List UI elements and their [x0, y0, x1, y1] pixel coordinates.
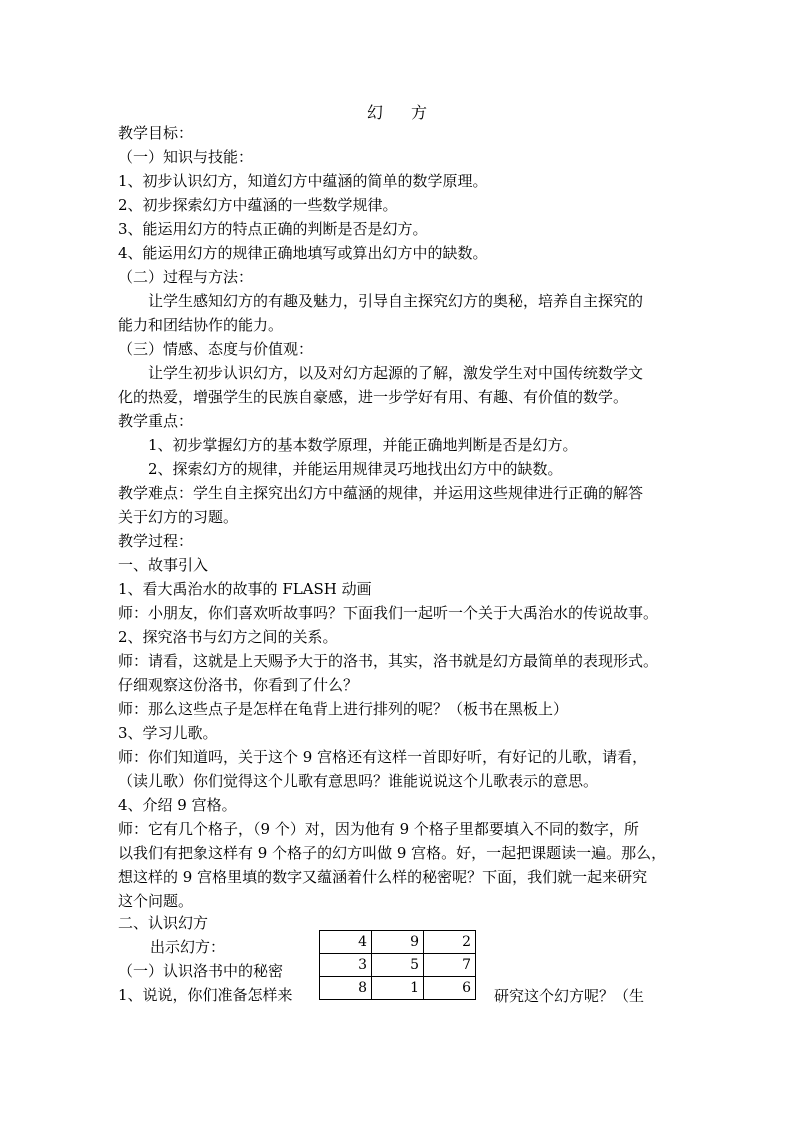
table-cell: 6	[424, 977, 476, 1000]
paragraph: （二）过程与方法：	[118, 268, 254, 286]
paragraph: 4、介绍 9 宫格。	[118, 796, 237, 814]
paragraph: 师：它有几个格子，（9 个）对，因为他有 9 个格子里都要填入不同的数字，所	[118, 820, 639, 838]
paragraph: 2、探究洛书与幻方之间的关系。	[118, 628, 338, 646]
paragraph: 出示幻方：	[150, 938, 226, 956]
table-row	[320, 954, 476, 977]
paragraph: 2、探索幻方的规律，并能运用规律灵巧地找出幻方中的缺数。	[148, 460, 563, 478]
paragraph: 2、初步探索幻方中蕴涵的一些数学规律。	[118, 196, 398, 214]
table-row	[320, 977, 476, 1000]
paragraph: 3、能运用幻方的特点正确的判断是否是幻方。	[118, 220, 428, 238]
paragraph: 教学重点：	[118, 412, 194, 430]
paragraph: 师：请看，这就是上天赐予大于的洛书，其实，洛书就是幻方最简单的表现形式。	[118, 652, 659, 670]
paragraph: 3、学习儿歌。	[118, 724, 218, 742]
paragraph: 1、初步认识幻方，知道幻方中蕴涵的简单的数学原理。	[118, 172, 488, 190]
page-title	[0, 100, 794, 123]
paragraph: 1、看大禹治水的故事的 FLASH 动画	[118, 580, 372, 598]
paragraph: 教学目标：	[118, 124, 194, 142]
paragraph: 师：你们知道吗，关于这个 9 宫格还有这样一首即好听，有好记的儿歌，请看，	[118, 748, 648, 766]
paragraph: 化的热爱，增强学生的民族自豪感，进一步学好有用、有趣、有价值的数学。	[118, 388, 629, 406]
table-cell: 3	[320, 954, 372, 977]
paragraph: 研究这个幻方呢？（生	[494, 987, 645, 1005]
paragraph: （一）认识洛书中的秘密	[118, 962, 284, 980]
paragraph: 让学生初步认识幻方，以及对幻方起源的了解，激发学生对中国传统数学文	[148, 364, 644, 382]
paragraph: 师：那么这些点子是怎样在龟背上进行排列的呢？（板书在黑板上）	[118, 700, 569, 718]
table-cell: 5	[372, 954, 424, 977]
paragraph: 想这样的 9 宫格里填的数字又蕴涵着什么样的秘密呢？下面，我们就一起来研究	[118, 868, 648, 886]
table-row	[320, 931, 476, 954]
paragraph: （一）知识与技能：	[118, 148, 254, 166]
table-cell: 1	[372, 977, 424, 1000]
paragraph: （三）情感、态度与价值观：	[118, 340, 314, 358]
paragraph: 教学过程：	[118, 532, 194, 550]
paragraph: 师：小朋友，你们喜欢听故事吗？下面我们一起听一个关于大禹治水的传说故事。	[118, 604, 659, 622]
title-char-1: 幻	[366, 103, 383, 122]
paragraph: 1、说说，你们准备怎样来	[118, 986, 293, 1004]
table-cell: 9	[372, 931, 424, 954]
paragraph: 仔细观察这份洛书，你看到了什么？	[118, 676, 359, 694]
title-char-2: 方	[411, 103, 428, 122]
paragraph: 关于幻方的习题。	[118, 508, 239, 526]
paragraph: 一、故事引入	[118, 556, 209, 574]
paragraph: 教学难点：学生自主探究出幻方中蕴涵的规律，并运用这些规律进行正确的解答	[118, 484, 644, 502]
magic-square-table	[319, 930, 476, 1000]
paragraph: 1、初步掌握幻方的基本数学原理，并能正确地判断是否是幻方。	[148, 436, 578, 454]
paragraph: 这个问题。	[118, 892, 194, 910]
table-cell: 2	[424, 931, 476, 954]
table-cell: 7	[424, 954, 476, 977]
paragraph: 能力和团结协作的能力。	[118, 316, 284, 334]
paragraph: （读儿歌）你们觉得这个儿歌有意思吗？谁能说说这个儿歌表示的意思。	[118, 772, 599, 790]
table-cell: 4	[320, 931, 372, 954]
paragraph: 让学生感知幻方的有趣及魅力，引导自主探究幻方的奥秘，培养自主探究的	[148, 292, 644, 310]
table-cell: 8	[320, 977, 372, 1000]
paragraph: 4、能运用幻方的规律正确地填写或算出幻方中的缺数。	[118, 244, 488, 262]
paragraph: 以我们有把象这样有 9 个格子的幻方叫做 9 宫格。好，一起把课题读一遍。那么，	[118, 844, 667, 862]
paragraph: 二、认识幻方	[118, 914, 209, 932]
